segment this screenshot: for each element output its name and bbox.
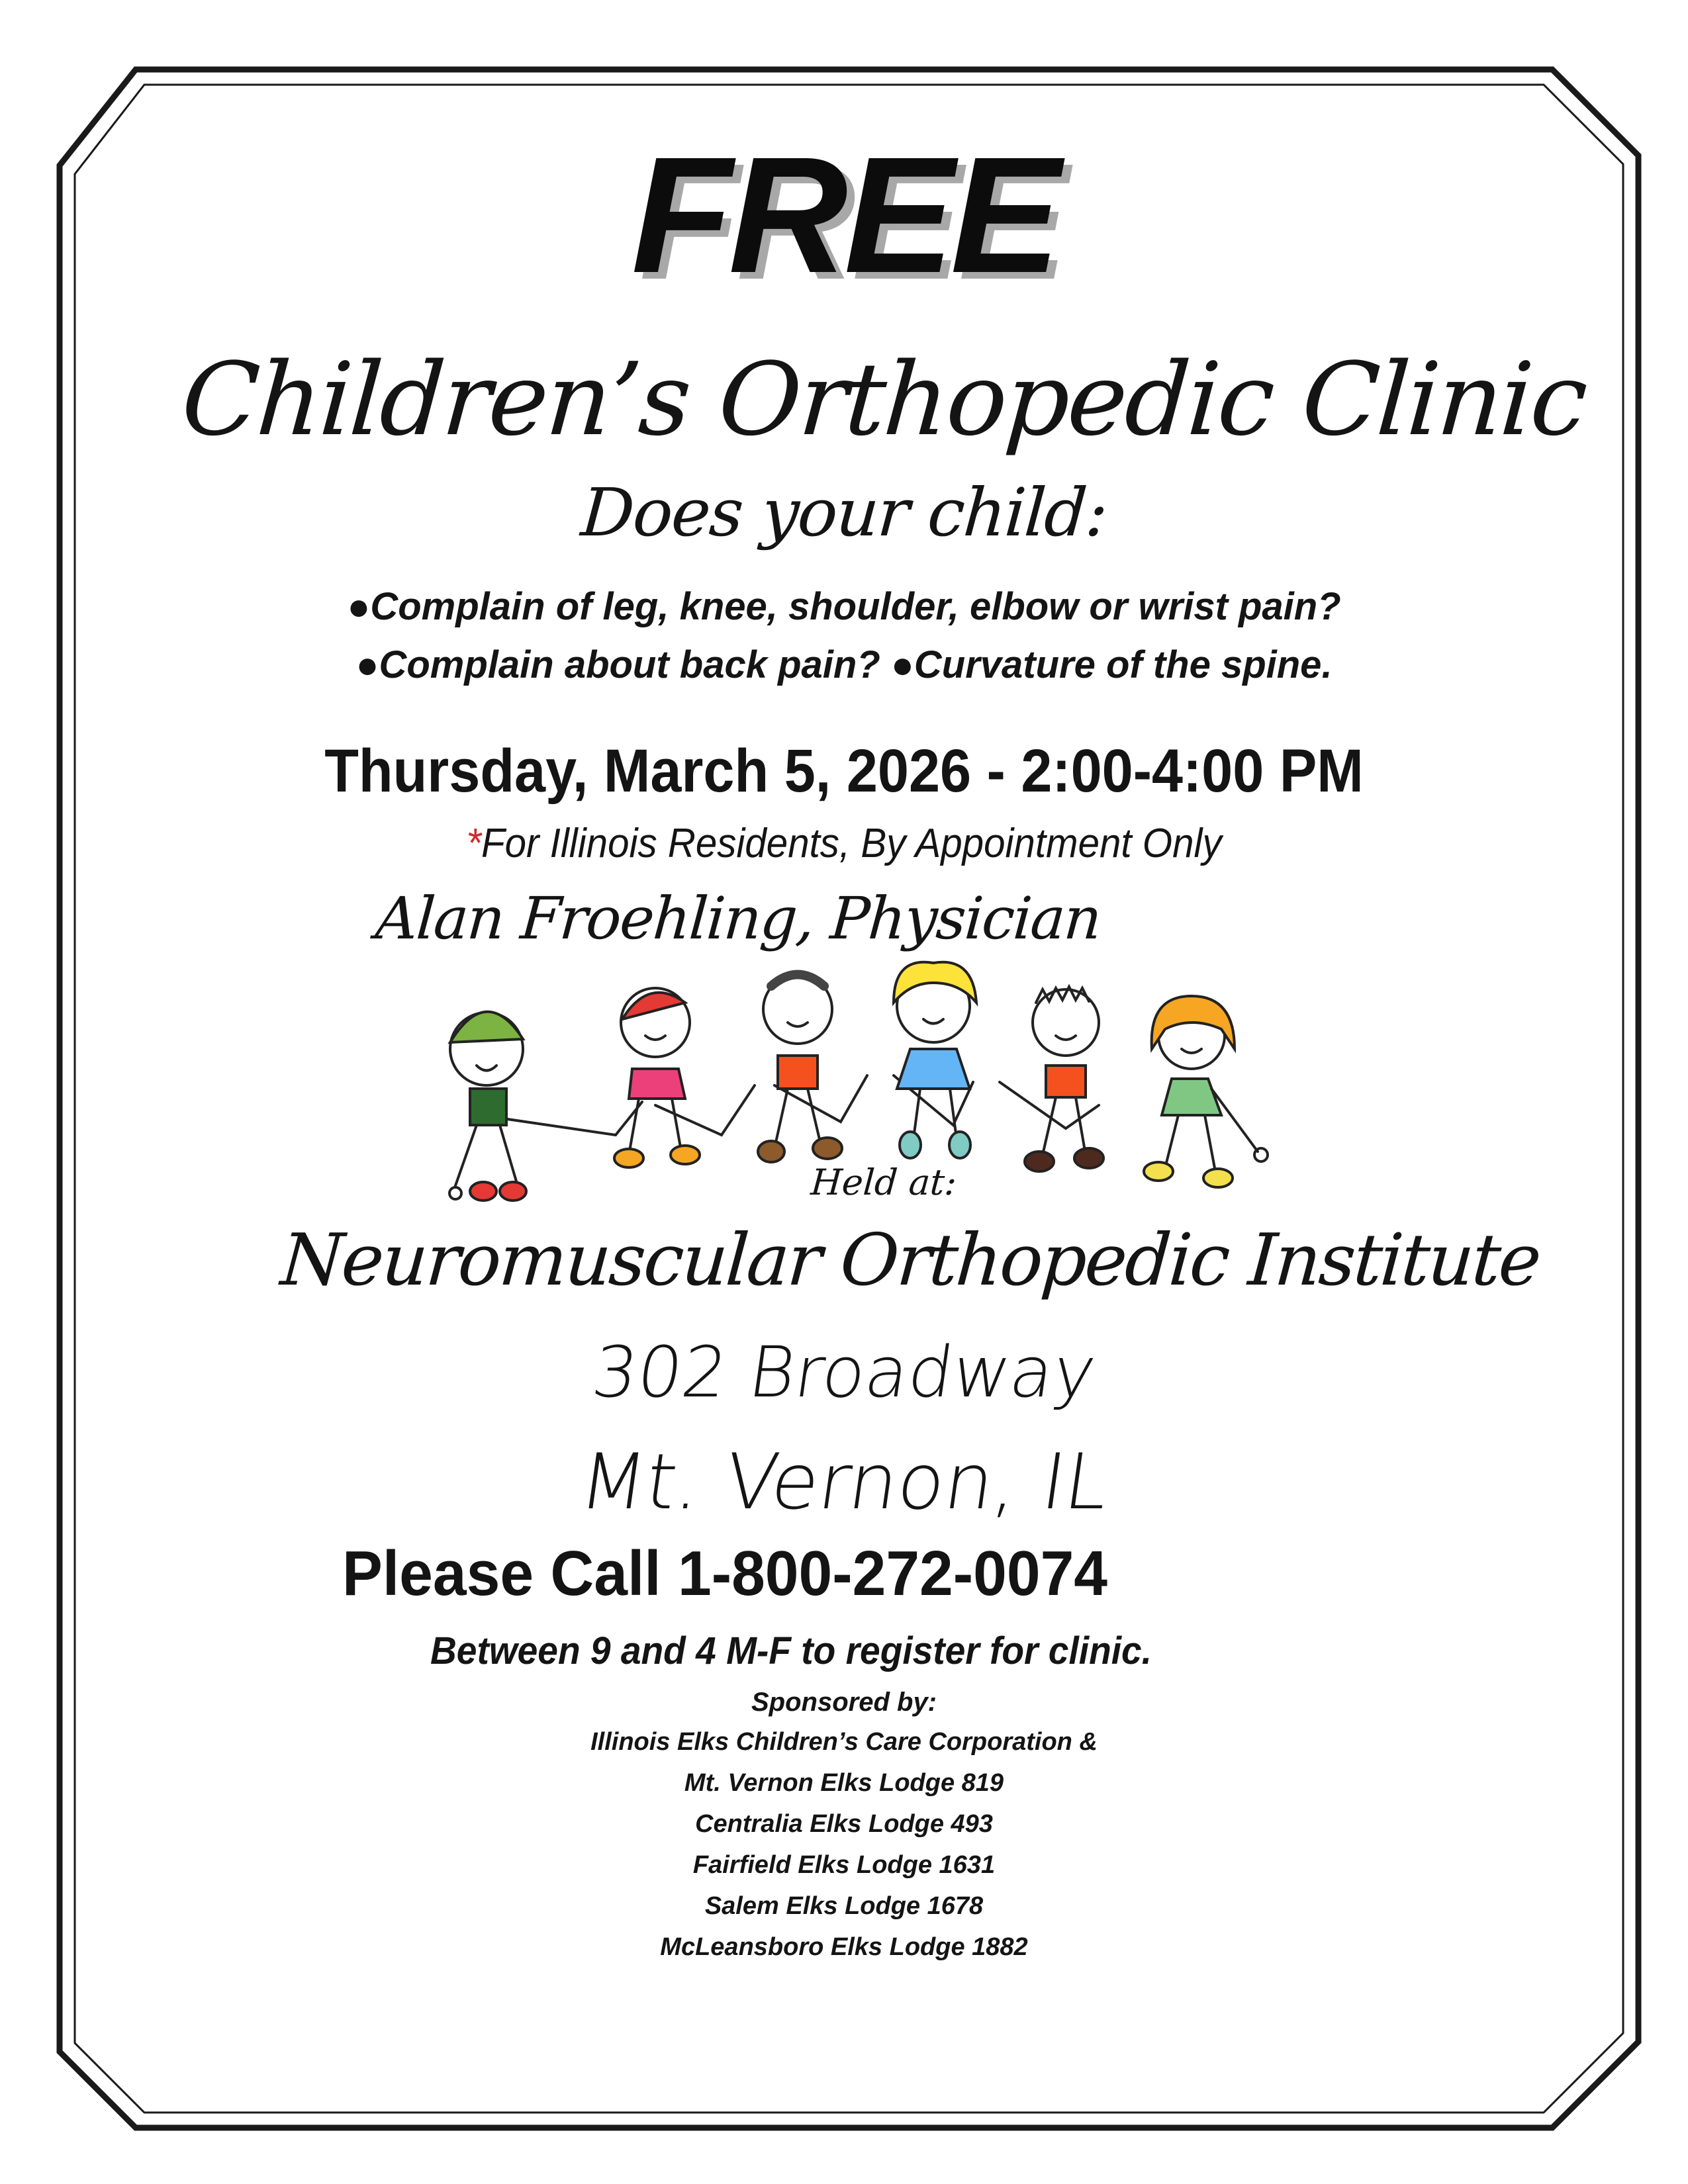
headline-free: FREE [631, 122, 1057, 307]
held-at-label: Held at: [809, 1161, 959, 1203]
symptom-bullet-1: ●Complain of leg, knee, shoulder, elbow or wrist pain? [347, 585, 1341, 628]
sponsor-line: Salem Elks Lodge 1678 [704, 1892, 984, 1920]
kid-5-figure [1025, 987, 1103, 1171]
sponsor-line: Centralia Elks Lodge 493 [695, 1810, 993, 1838]
kid-6-figure [1144, 996, 1268, 1187]
flyer-title: Children’s Orthopedic Clinic [178, 341, 1589, 458]
sponsor-line: McLeansboro Elks Lodge 1882 [660, 1933, 1028, 1961]
asterisk-marker: * [466, 821, 482, 866]
kid-3-figure [758, 975, 842, 1163]
call-phone-number: Please Call 1-800-272-0074 [342, 1538, 1108, 1609]
sponsor-line: Fairfield Elks Lodge 1631 [692, 1851, 996, 1879]
sponsored-by-label: Sponsored by: [751, 1688, 937, 1717]
eligibility-note [51, 819, 1638, 868]
venue-city: Mt. Vernon, IL [573, 1437, 1115, 1527]
call-hours: Between 9 and 4 M-F to register for clinic. [430, 1629, 1152, 1672]
sponsor-line: Mt. Vernon Elks Lodge 819 [684, 1769, 1004, 1797]
physician-name: Alan Froehling, Physician [373, 884, 1103, 952]
symptom-bullet-2: ●Complain about back pain? ●Curvature of the spine. [355, 643, 1333, 686]
sponsor-line: Illinois Elks Children’s Care Corporation & [590, 1728, 1098, 1756]
eligibility-text: For Illinois Residents, By Appointment Only [481, 821, 1222, 866]
venue-street: 302 Broadway [587, 1332, 1101, 1413]
question-heading: Does your child: [579, 474, 1109, 551]
kid-2-figure [614, 988, 700, 1167]
kid-4-figure [894, 962, 976, 1158]
venue-name: Neuromuscular Orthopedic Institute [278, 1219, 1542, 1302]
clinic-date-time: Thursday, March 5, 2026 - 2:00-4:00 PM [324, 737, 1364, 805]
